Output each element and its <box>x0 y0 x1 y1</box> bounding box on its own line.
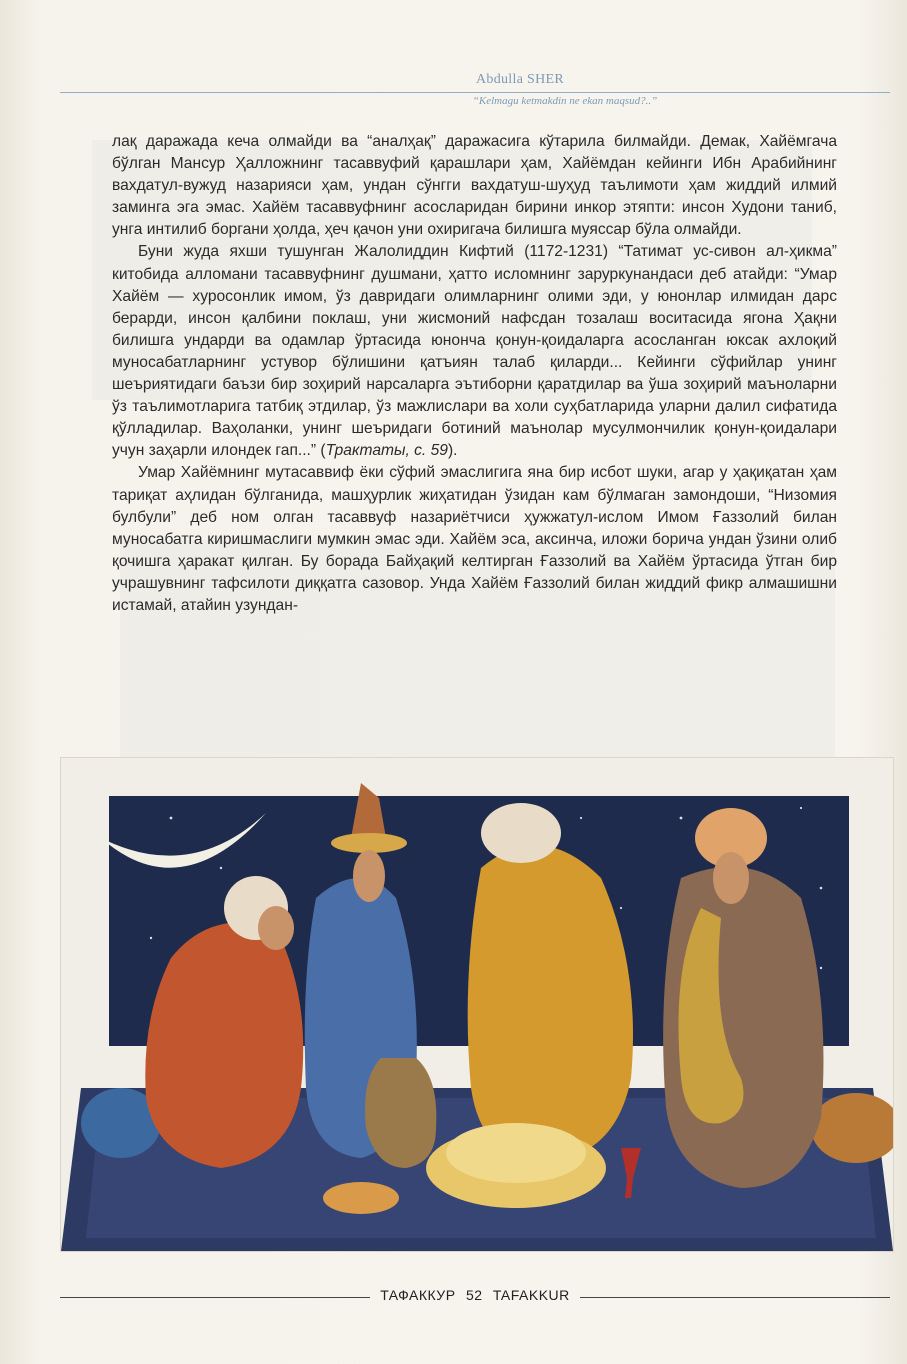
figure-yellow-turban <box>481 803 561 863</box>
illustration <box>60 757 894 1252</box>
article-body <box>112 131 837 617</box>
citation: Трактаты, с. 59 <box>325 442 448 460</box>
illustration-art <box>61 758 893 1251</box>
paragraph-2-end: ). <box>447 442 458 460</box>
header-subtitle: “Kelmagu ketmakdin ne ekan maqsud?..” <box>472 95 658 107</box>
footer-magazine-cyrillic: ТАФАККУР <box>380 1287 456 1303</box>
header-rule <box>60 92 890 93</box>
footer-magazine-latin: TAFAKKUR <box>492 1287 570 1303</box>
footer-text <box>370 1287 580 1303</box>
footer-rule-right <box>580 1297 890 1298</box>
paragraph-1: лақ даражада кеча олмайди ва “аналҳақ” даражасига кўтарила билмайди. Демак, Хайёмгача бўлган Мансур Ҳалложнинг тасаввуфий қарашлари ҳам, Хайёмдан кейинги Ибн Арабийнинг вахдатул-вужуд назарияси ҳам, ундан сўнгги вахдатуш-шуҳуд таълимоти ҳам жиддий илмий заминга эга эмас. Хайём тасаввуфнинг асосларидан бирини инкор этяпти: инсон Худони таниб, унга интилиб боргани ҳолда, ҳеч қачон уни охиригача билишга муяссар бўла олмайди. <box>112 133 837 239</box>
bread <box>323 1182 399 1214</box>
page-footer <box>60 1287 890 1307</box>
paragraph-3: Умар Хайёмнинг мутасаввиф ёки сўфий эмаслигига яна бир исбот шуки, агар у ҳақиқатан ҳам тариқат аҳлидан бўлганида, машҳурлик жиҳатидан ўзидан кам бўлмаган замондоши, “Низомия булбули” деб ном олган тасаввуф назариётчиси ҳужжатул-ислом Имом Ғаззолий билан муносабатга киришмаслиги мумкин эмас эди. Хайём эса, аксинча, иложи борича ундан ўзини олиб қочишга ҳаракат қилган. Бу борада Байҳақий келтирган Ғаззолий ва Хайём ўртасида ўтган бир учрашувнинг тафсилоти диққатга сазовор. Унда Хайём Ғаззолий билан жиддий фикр алмашишни истамай, атайин узундан- <box>112 464 837 614</box>
running-header <box>60 72 890 107</box>
page-number: 52 <box>465 1287 483 1303</box>
figure-blue-hat <box>351 783 386 838</box>
footer-rule-left <box>60 1297 370 1298</box>
header-author: Abdulla SHER <box>476 72 564 87</box>
paragraph-2 <box>112 241 837 462</box>
paragraph-2-text: Буни жуда яхши тушунган Жалолиддин Кифтий (1172-1231) “Татимат ус-сивон ал-ҳикма” китобида алломани тасаввуфнинг душмани, ҳатто исломнинг заруркунандаси деб атайди: “Умар Хайём — хуросонлик имом, ўз давридаги олимларнинг олими эди, у юнонлар илмидан дарс берарди, инсон қалбини поклаш, уни жисмоний нафсдан тозалаш воситасида ягона Ҳақни билишга ундарди ва одамлар ўртасида юнонча қонун-қоидаларга асосланган юксак ахлоқий муносабатларнинг устувор бўлишини қатъиян талаб қиларди... Кейинги сўфийлар унинг шеъриятидаги баъзи бир зоҳирий нарсаларга эътиборни қаратдилар ва ўша зоҳирий маъноларни ўз таълимотларига татбиқ этдилар, ўз мажлислари ва холи суҳбатларида уларни далил сифатида қўлладилар. Ваҳоланки, унинг шеъридаги ботиний маънолар мусулмончилик қонун-қоидалари учун заҳарли илондек гап...” ( <box>112 243 837 460</box>
